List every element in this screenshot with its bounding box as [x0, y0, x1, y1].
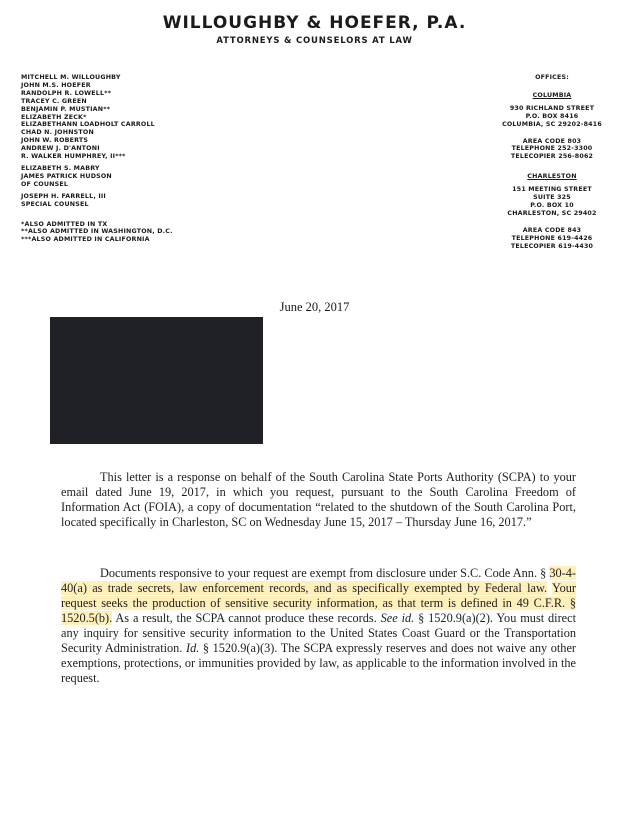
attorney-group-special-counsel: [21, 193, 281, 209]
attorney-role: OF COUNSEL: [21, 180, 69, 188]
attorney-name: R. WALKER HUMPHREY, II***: [21, 153, 126, 161]
attorney-name: JAMES PATRICK HUDSON: [21, 172, 112, 180]
attorney-name: CHAD N. JOHNSTON: [21, 129, 94, 137]
citation-italic: See id.: [380, 611, 415, 626]
office-address-line: SUITE 325: [533, 194, 571, 202]
office-charleston: [487, 173, 617, 250]
footnote: **ALSO ADMITTED IN WASHINGTON, D.C.: [21, 228, 173, 236]
offices-block: [487, 74, 617, 255]
office-phone-line: TELECOPIER 256-8062: [510, 153, 594, 161]
attorney-name: RANDOLPH R. LOWELL**: [21, 89, 112, 97]
citation-italic: Id.: [185, 641, 200, 656]
attorney-name: JOHN M.S. HOEFER: [21, 81, 91, 89]
office-address-line: CHARLESTON, SC 29402: [507, 209, 597, 217]
attorney-role: SPECIAL COUNSEL: [21, 200, 89, 208]
office-address-line: P.O. BOX 10: [530, 201, 574, 209]
attorney-name: ELIZABETH ZECK*: [21, 113, 87, 121]
attorney-group-of-counsel: [21, 165, 281, 189]
office-phone-line: TELEPHONE 252-3300: [511, 145, 593, 153]
attorney-name: JOSEPH H. FARRELL, III: [21, 192, 106, 200]
footnote: *ALSO ADMITTED IN TX: [21, 220, 108, 228]
admission-footnotes: [21, 221, 281, 245]
attorney-list: [21, 74, 281, 248]
office-phone-line: TELEPHONE 619-4426: [511, 234, 593, 242]
attorney-name: ANDREW J. D'ANTONI: [21, 145, 100, 153]
office-phone-line: AREA CODE 803: [522, 137, 582, 145]
attorney-name: TRACEY C. GREEN: [21, 97, 87, 105]
firm-subtitle: ATTORNEYS & COUNSELORS AT LAW: [216, 36, 413, 46]
office-address-line: 930 RICHLAND STREET: [509, 104, 595, 112]
footnote: ***ALSO ADMITTED IN CALIFORNIA: [21, 236, 150, 244]
body-paragraph-1: This letter is a response on behalf of the South Carolina State Ports Authority (SCPA) to your email dated June 19, 2017, in which you request, pursuant to the South Carolina Freedom of Information Act (FOIA), a copy of documentation “related to the shutdown of the South Carolina Port, located specifically in Charleston, SC on Wednesday June 15, 2017 – Thursday June 16, 2017.”: [61, 470, 576, 530]
office-city: CHARLESTON: [527, 173, 577, 181]
office-address-line: 151 MEETING STREET: [512, 186, 592, 194]
attorney-name: JOHN W. ROBERTS: [21, 137, 89, 145]
highlighted-text: Your request seeks the production of sensitive security information, as that term is defined in 49 C.F.R. § 1520.5(b).: [61, 581, 576, 626]
firm-name: WILLOUGHBY & HOEFER, P.A.: [162, 13, 467, 33]
office-city: COLUMBIA: [532, 91, 572, 99]
redacted-recipient-block: [50, 317, 263, 444]
body-paragraph-2: [61, 566, 576, 686]
attorney-name: BENJAMIN P. MUSTIAN**: [21, 105, 111, 113]
letter-date: June 20, 2017: [279, 300, 350, 314]
office-columbia: [487, 92, 617, 161]
offices-label: OFFICES:: [535, 74, 569, 81]
office-phone-line: AREA CODE 843: [522, 226, 582, 234]
office-address-line: P.O. BOX 8416: [525, 112, 579, 120]
attorney-group-partners: [21, 74, 281, 161]
text-run: § 1520.9(a)(2). You must direct any inquiry for sensitive security information to the United States Coast Guard or the Transportation Security Administration.: [61, 611, 577, 656]
office-phone-line: TELECOPIER 619-4430: [510, 242, 594, 250]
attorney-name: ELIZABETHANN LOADHOLT CARROLL: [21, 121, 155, 129]
text-run: § 1520.9(a)(3). The SCPA expressly reserves and does not waive any other exemptions, protections, or immunities provided by law, as applicable to the information involved in the request.: [61, 641, 577, 686]
attorney-name: ELIZABETH S. MABRY: [21, 164, 100, 172]
text-run: Documents responsive to your request are exempt from disclosure under S.C. Code Ann. §: [100, 566, 550, 581]
attorney-name: MITCHELL M. WILLOUGHBY: [21, 74, 121, 81]
office-address-line: COLUMBIA, SC 29202-8416: [502, 120, 602, 128]
text-run: As a result, the SCPA cannot produce these records.: [112, 611, 381, 626]
highlighted-text: 30-4-40(a) as trade secrets, law enforcement records, and as specifically exempted by Federal law.: [61, 566, 576, 596]
